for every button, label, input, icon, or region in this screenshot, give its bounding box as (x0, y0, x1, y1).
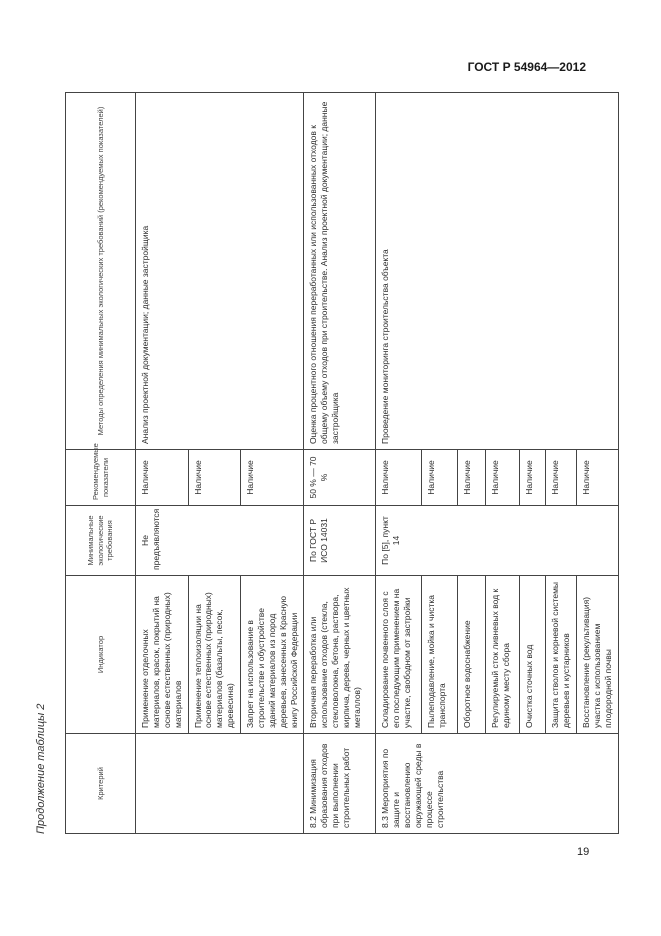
indicator-cell: Применение теплоизоляции на основе естественных (природных) материалов (базальты, песок, древесина) (188, 576, 241, 734)
min-requirement-cell: По ГОСТ Р ИСО 14031 (304, 506, 376, 576)
indicator-cell: Запрет на использование в строительстве и обустройстве зданий материалов из пород деревьев, занесенных в Красную книгу Российской Федерации (241, 576, 304, 734)
method-cell: Проведение мониторинга строительства объекта (376, 93, 618, 450)
recommended-cell: Наличие (577, 450, 619, 506)
recommended-cell: Наличие (241, 450, 304, 506)
recommended-cell: Наличие (546, 450, 577, 506)
page-number: 19 (577, 846, 590, 858)
indicator-cell: Защита стволов и корневой системы деревьев и кустарников (546, 576, 577, 734)
recommended-cell: 50 % — 70 % (304, 450, 376, 506)
indicator-cell: Регулируемый сток ливневых вод к единому месту сбора (486, 576, 520, 734)
recommended-cell: Наличие (136, 450, 189, 506)
rotated-table-area (35, 93, 613, 834)
indicator-cell: Складирование почвенного слоя с его последующим применением на участке, свободном от застройки (376, 576, 422, 734)
criterion-cell (136, 734, 304, 834)
column-header-methods: Методы определения минимальных экологических требований (рекомендуемых показателей) (66, 93, 136, 450)
document-standard-code: ГОСТ Р 54964—2012 (467, 60, 586, 74)
column-header-criterion: Критерий (66, 734, 136, 834)
recommended-cell: Наличие (458, 450, 486, 506)
indicator-cell: Применение отделочных материалов, красок, покрытий на основе естественных (природных) материалов (136, 576, 189, 734)
method-cell: Оценка процентного отношения переработанных или использованных отходов к общему объему отходов при строительстве. Анализ проектной документации; данные застройщика (304, 93, 376, 450)
recommended-cell: Наличие (422, 450, 458, 506)
column-header-recommended: Рекомендуемые показатели (66, 450, 136, 506)
indicator-cell: Восстановление (рекультивация) участка с использованием плодородной почвы (577, 576, 619, 734)
table-caption: Продолжение таблицы 2 (35, 703, 47, 834)
method-cell: Анализ проектной документации; данные застройщика (136, 93, 304, 450)
rotated-table-inner (35, 93, 613, 834)
column-header-min-requirements: Минимальные экологические требования (66, 506, 136, 576)
recommended-cell: Наличие (520, 450, 546, 506)
recommended-cell: Наличие (188, 450, 241, 506)
min-requirement-cell: Не предъявляются (136, 506, 304, 576)
recommended-cell: Наличие (486, 450, 520, 506)
column-header-indicator: Индикатор (66, 576, 136, 734)
indicator-cell: Оборотное водоснабжение (458, 576, 486, 734)
criteria-table (65, 92, 619, 834)
indicator-cell: Очистка сточных вод (520, 576, 546, 734)
min-requirement-cell: По [5], пункт 14 (376, 506, 618, 576)
criterion-cell: 8.2 Минимизация образования отходов при выполнении строительных работ (304, 734, 376, 834)
indicator-cell: Пылеподавление, мойка и чистка транспорта (422, 576, 458, 734)
criterion-cell: 8.3 Мероприятия по защите и восстановлению окружающей среды в процессе строительства (376, 734, 618, 834)
indicator-cell: Вторичная переработка или использование отходов (стекла, стекловолокна, бетона, раствора, кирпича, дерева, черных и цветных металлов) (304, 576, 376, 734)
recommended-cell: Наличие (376, 450, 422, 506)
